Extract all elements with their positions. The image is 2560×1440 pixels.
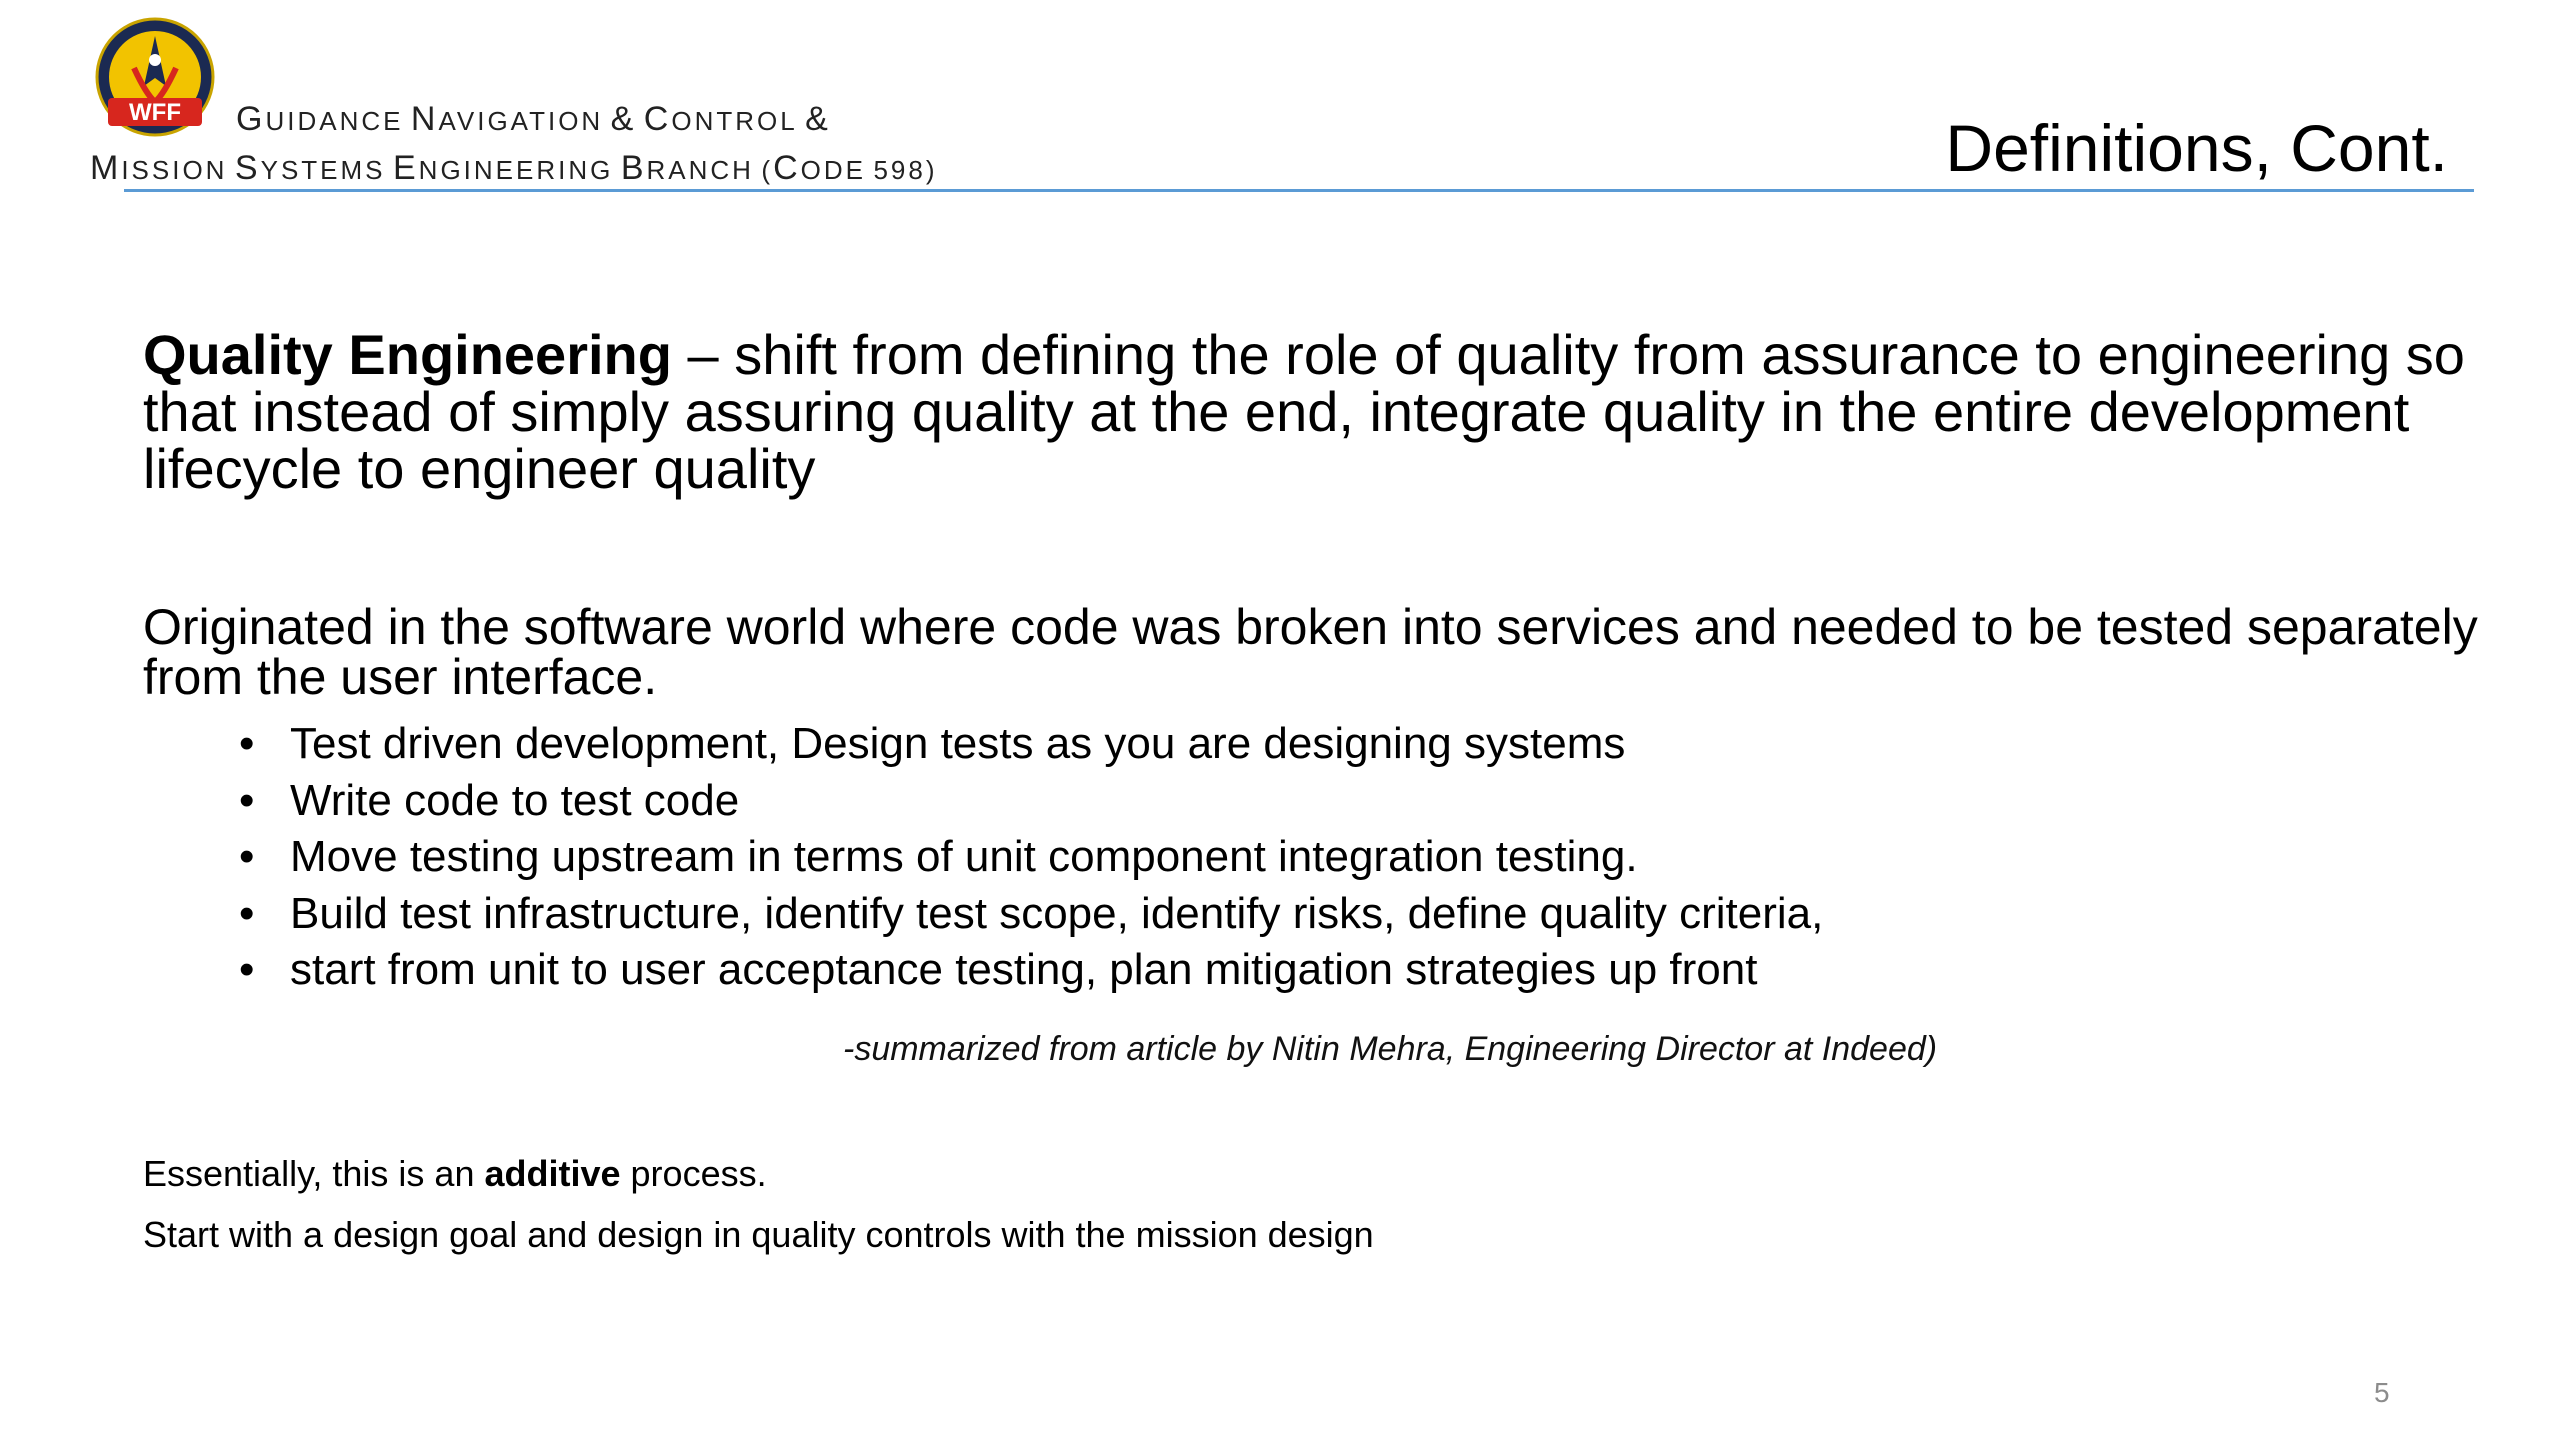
- list-item: • Move testing upstream in terms of unit component integration testing.: [143, 829, 2443, 886]
- qe-definition-text: – shift from defining the role of quality from assurance to engineering so that instead of simply assuring quality at the end, integrate quality in the entire development lifecycle to engineer quality: [143, 323, 2465, 500]
- bullet-list: [143, 716, 2443, 999]
- attribution: -summarized from article by Nitin Mehra, Engineering Director at Indeed): [843, 1030, 1938, 1068]
- branch-name: [90, 98, 938, 196]
- additive-emphasis: additive: [484, 1153, 621, 1194]
- branch-line-2: MISSION SYSTEMS ENGINEERING BRANCH (CODE 598): [90, 149, 938, 187]
- qe-term: Quality Engineering: [143, 323, 672, 386]
- origin-paragraph: Originated in the software world where code was broken into services and needed to be tested separately from the user interface.: [143, 599, 2478, 705]
- bullet-dot: •: [239, 888, 255, 938]
- bullet-dot: •: [239, 832, 255, 881]
- start-sentence: Start with a design goal and design in quality controls with the mission design: [143, 1214, 1374, 1255]
- header-divider: [124, 189, 2474, 192]
- list-item: • Write code to test code: [143, 773, 2443, 830]
- branch-line-1: GUIDANCE NAVIGATION & CONTROL &: [236, 100, 831, 138]
- essentially-sentence: Essentially, this is an additive process.: [143, 1153, 767, 1194]
- bullet-dot: •: [239, 945, 255, 994]
- list-item: • Build test infrastructure, identify test scope, identify risks, define quality criteria,: [143, 886, 2443, 943]
- page-number: 5: [2374, 1377, 2390, 1408]
- bullet-dot: •: [239, 775, 255, 825]
- logo-text: WFF: [129, 99, 181, 126]
- quality-engineering-definition: [143, 323, 2483, 500]
- list-item: • start from unit to user acceptance testing, plan mitigation strategies up front: [143, 942, 2443, 999]
- slide-title: Definitions, Cont.: [1945, 111, 2448, 185]
- list-item: • Test driven development, Design tests as you are designing systems: [143, 716, 2443, 773]
- bullet-dot: •: [239, 719, 255, 768]
